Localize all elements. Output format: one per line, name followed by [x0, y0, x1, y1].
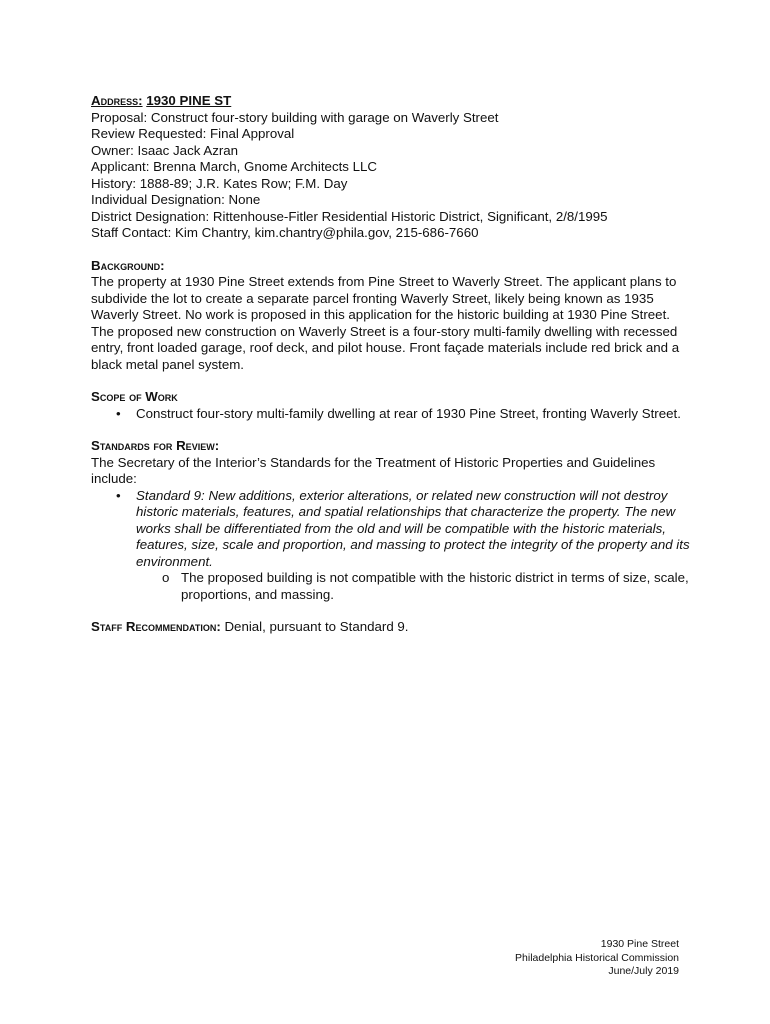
- standard-9-subitem: o The proposed building is not compatible with the historic district in terms of size, scale, proportions, and massing.: [181, 570, 691, 603]
- scope-item: • Construct four-story multi-family dwelling at rear of 1930 Pine Street, fronting Waverly Street.: [136, 406, 691, 423]
- address-label: Address:: [91, 93, 143, 108]
- footer-date: June/July 2019: [608, 965, 679, 977]
- scope-list: [91, 406, 691, 423]
- scope-heading: Scope of Work: [91, 389, 178, 404]
- standards-section: [91, 438, 691, 603]
- standard-9-item: [136, 488, 691, 604]
- applicant-line: Applicant: Brenna March, Gnome Architects LLC: [91, 159, 378, 174]
- scope-section: [91, 389, 691, 422]
- footer-commission: Philadelphia Historical Commission: [515, 951, 679, 964]
- recommendation-section: [91, 619, 691, 636]
- proposal-line: Proposal: Construct four-story building with garage on Waverly Street: [91, 109, 499, 125]
- standards-list: [91, 488, 691, 604]
- background-text: The property at 1930 Pine Street extends from Pine Street to Waverly Street. The applicant plans to subdivide the lot to create a separate parcel fronting Waverly Street, likely being known as 1935 Waverly Street. No work is proposed in this application for the historic building at 1930 Pine Street. The proposed new construction on Waverly Street is a four-story multi-family dwelling with recessed entry, front loaded garage, roof deck, and pilot house. Front façade materials include red brick and a black metal panel system.: [91, 274, 680, 372]
- recommendation-heading: Staff Recommendation:: [91, 619, 221, 634]
- standard-9-sublist: [136, 570, 691, 603]
- owner-line: Owner: Isaac Jack Azran: [91, 142, 239, 158]
- background-section: [91, 258, 691, 374]
- district-designation-line: District Designation: Rittenhouse-Fitler Residential Historic District, Significant, 2/8/1995: [91, 208, 608, 224]
- standard-9-text: Standard 9: New additions, exterior alterations, or related new construction will not destroy historic materials, features, and spatial relationships that characterize the property. The new works shall be differentiated from the old and will be compatible with the historic materials, features, size, scale and proportion, and massing to protect the integrity of the property and its environment.: [136, 487, 690, 569]
- review-requested-line: Review Requested: Final Approval: [91, 126, 295, 141]
- document-body: [91, 93, 691, 636]
- individual-designation-line: Individual Designation: None: [91, 192, 261, 207]
- footer-address: 1930 Pine Street: [600, 938, 679, 950]
- staff-contact-line: Staff Contact: Kim Chantry, kim.chantry@phila.gov, 215-686-7660: [91, 225, 479, 240]
- address-value: 1930 PINE ST: [146, 93, 232, 108]
- recommendation-text: Denial, pursuant to Standard 9.: [220, 619, 409, 634]
- history-line: History: 1888-89; J.R. Kates Row; F.M. Day: [91, 175, 348, 191]
- standards-heading: Standards for Review:: [91, 438, 220, 453]
- info-block: [91, 110, 691, 242]
- background-heading: Background:: [91, 257, 165, 273]
- page-footer: [515, 938, 679, 979]
- address-line: [91, 93, 691, 110]
- standards-intro: The Secretary of the Interior’s Standards for the Treatment of Historic Properties and Guidelines include:: [91, 454, 656, 486]
